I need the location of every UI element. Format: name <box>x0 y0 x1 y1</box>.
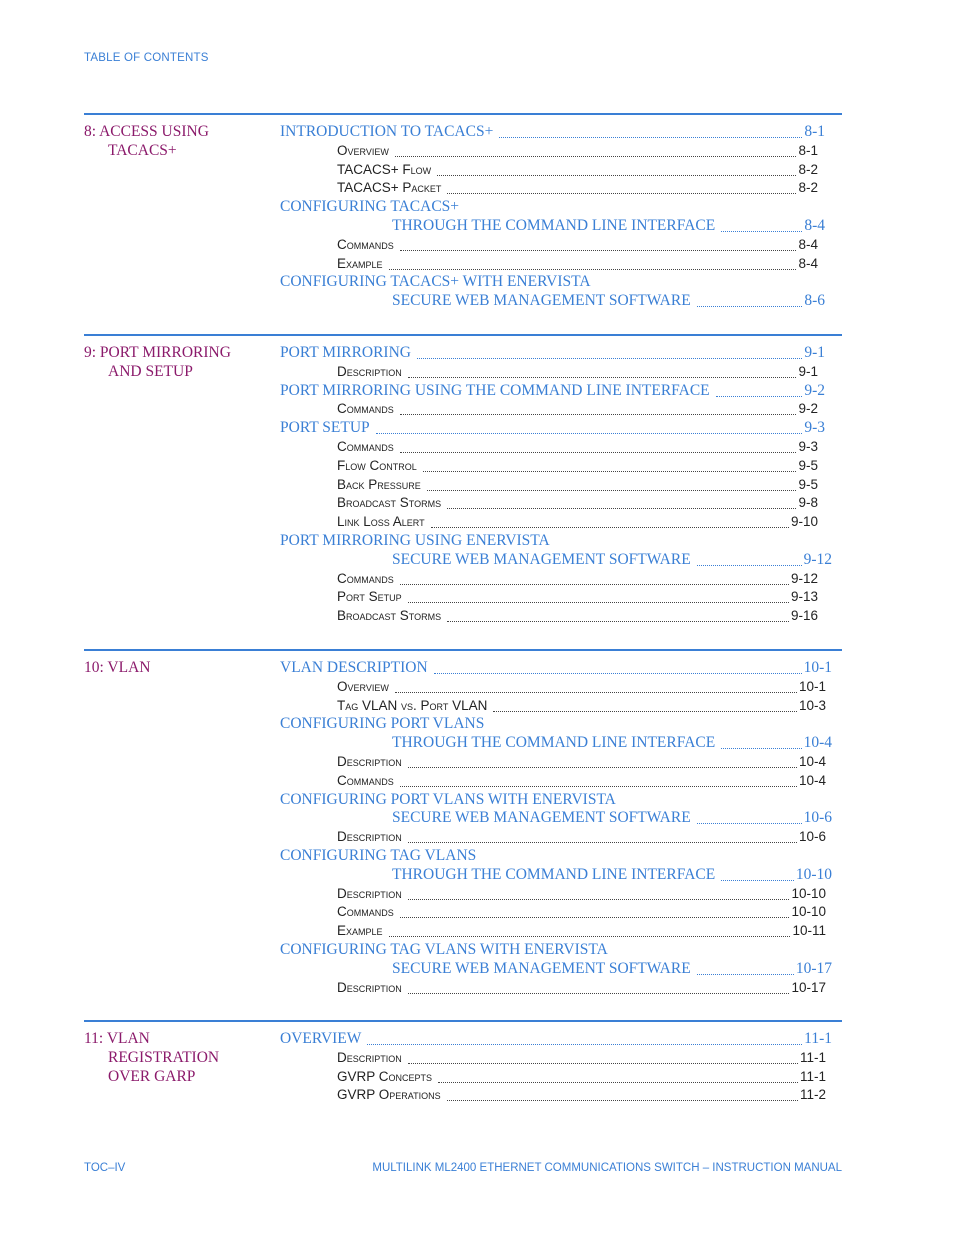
chapter-title-line: AND SETUP <box>108 362 193 380</box>
chapter-title-line: 9: PORT MIRRORING <box>84 344 231 361</box>
toc-subsection-link[interactable]: Description 11-1 <box>337 1049 826 1065</box>
toc-subsection-link[interactable]: Commands 8-4 <box>337 236 818 252</box>
section-rule <box>84 113 842 115</box>
toc-subsection-link[interactable]: Commands 10-10 <box>337 904 826 920</box>
toc-subsection-link[interactable]: Tag VLAN vs. Port VLAN 10-3 <box>337 697 826 713</box>
toc-section-link[interactable]: CONFIGURING PORT VLANS WITH ENERVISTA <box>280 790 616 808</box>
toc-section-link[interactable]: CONFIGURING TACACS+ <box>280 198 460 216</box>
toc-section-link-continued[interactable]: THROUGH THE COMMAND LINE INTERFACE 10-4 <box>392 734 832 752</box>
toc-subsection-link[interactable]: Back Pressure 9-5 <box>337 476 818 492</box>
footer-manual-title: MULTILINK ML2400 ETHERNET COMMUNICATIONS SWITCH – INSTRUCTION MANUAL <box>372 1162 842 1174</box>
toc-subsection-link[interactable]: Port Setup 9-13 <box>337 589 818 605</box>
running-header: TABLE OF CONTENTS <box>84 52 209 64</box>
toc-section-link-continued[interactable]: SECURE WEB MANAGEMENT SOFTWARE 9-12 <box>392 550 832 568</box>
toc-subsection-link[interactable]: Commands 9-12 <box>337 570 818 586</box>
toc-section-link-continued[interactable]: THROUGH THE COMMAND LINE INTERFACE 10-10 <box>392 865 832 883</box>
toc-section-link[interactable]: PORT SETUP 9-3 <box>280 419 825 437</box>
toc-subsection-link[interactable]: Description 10-10 <box>337 885 826 901</box>
toc-subsection-link[interactable]: Example 10-11 <box>337 923 826 939</box>
toc-list <box>0 344 954 626</box>
toc-section-link-continued[interactable]: SECURE WEB MANAGEMENT SOFTWARE 10-17 <box>392 959 832 977</box>
toc-section-link[interactable]: INTRODUCTION TO TACACS+ 8-1 <box>280 123 825 140</box>
toc-list <box>0 659 954 997</box>
chapter-title-line: REGISTRATION <box>108 1048 220 1066</box>
toc-section-link[interactable]: CONFIGURING TAG VLANS <box>280 846 477 864</box>
toc-subsection-link[interactable]: Link Loss Alert 9-10 <box>337 514 818 530</box>
toc-list <box>0 1030 954 1105</box>
toc-section-link[interactable]: PORT MIRRORING 9-1 <box>280 344 825 361</box>
toc-subsection-link[interactable]: Description 9-1 <box>337 363 818 379</box>
section-rule <box>84 649 842 651</box>
toc-section-link-continued[interactable]: SECURE WEB MANAGEMENT SOFTWARE 10-6 <box>392 809 832 827</box>
toc-list <box>0 123 954 311</box>
section-rule <box>84 1020 842 1022</box>
toc-subsection-link[interactable]: Description 10-6 <box>337 829 826 845</box>
toc-section-link[interactable]: CONFIGURING TAG VLANS WITH ENERVISTA <box>280 940 608 958</box>
toc-section-link[interactable]: PORT MIRRORING USING ENERVISTA <box>280 531 550 549</box>
chapter-title-line: 11: VLAN <box>84 1030 150 1047</box>
toc-subsection-link[interactable]: Commands 9-2 <box>337 401 818 417</box>
toc-subsection-link[interactable]: GVRP Concepts 11-1 <box>337 1068 826 1084</box>
toc-section-link-continued[interactable]: THROUGH THE COMMAND LINE INTERFACE 8-4 <box>392 216 825 234</box>
toc-section-link[interactable]: PORT MIRRORING USING THE COMMAND LINE INTERFACE 9-2 <box>280 381 825 399</box>
chapter-title-line: TACACS+ <box>108 141 177 159</box>
toc-subsection-link[interactable]: TACACS+ Flow 8-2 <box>337 161 818 177</box>
section-rule <box>84 334 842 336</box>
footer-page-number: TOC–IV <box>84 1162 126 1174</box>
chapter-title-line: OVER GARP <box>108 1067 196 1085</box>
chapter-title-line: 10: VLAN <box>84 659 151 676</box>
toc-subsection-link[interactable]: Description 10-17 <box>337 979 826 995</box>
toc-subsection-link[interactable]: Broadcast Storms 9-16 <box>337 608 818 624</box>
toc-section-link-continued[interactable]: SECURE WEB MANAGEMENT SOFTWARE 8-6 <box>392 292 825 310</box>
toc-section-link[interactable]: CONFIGURING TACACS+ WITH ENERVISTA <box>280 273 591 291</box>
toc-subsection-link[interactable]: GVRP Operations 11-2 <box>337 1087 826 1103</box>
toc-section-link[interactable]: OVERVIEW 11-1 <box>280 1030 832 1047</box>
toc-subsection-link[interactable]: Commands 10-4 <box>337 772 826 788</box>
toc-subsection-link[interactable]: TACACS+ Packet 8-2 <box>337 180 818 196</box>
toc-subsection-link[interactable]: Overview 8-1 <box>337 142 818 158</box>
toc-section-link[interactable]: VLAN DESCRIPTION 10-1 <box>280 659 832 676</box>
chapter-title-line: 8: ACCESS USING <box>84 123 209 140</box>
toc-subsection-link[interactable]: Overview 10-1 <box>337 678 826 694</box>
toc-section-link[interactable]: CONFIGURING PORT VLANS <box>280 715 485 733</box>
toc-subsection-link[interactable]: Commands 9-3 <box>337 438 818 454</box>
toc-subsection-link[interactable]: Broadcast Storms 9-8 <box>337 495 818 511</box>
toc-subsection-link[interactable]: Flow Control 9-5 <box>337 457 818 473</box>
toc-subsection-link[interactable]: Example 8-4 <box>337 255 818 271</box>
toc-subsection-link[interactable]: Description 10-4 <box>337 753 826 769</box>
